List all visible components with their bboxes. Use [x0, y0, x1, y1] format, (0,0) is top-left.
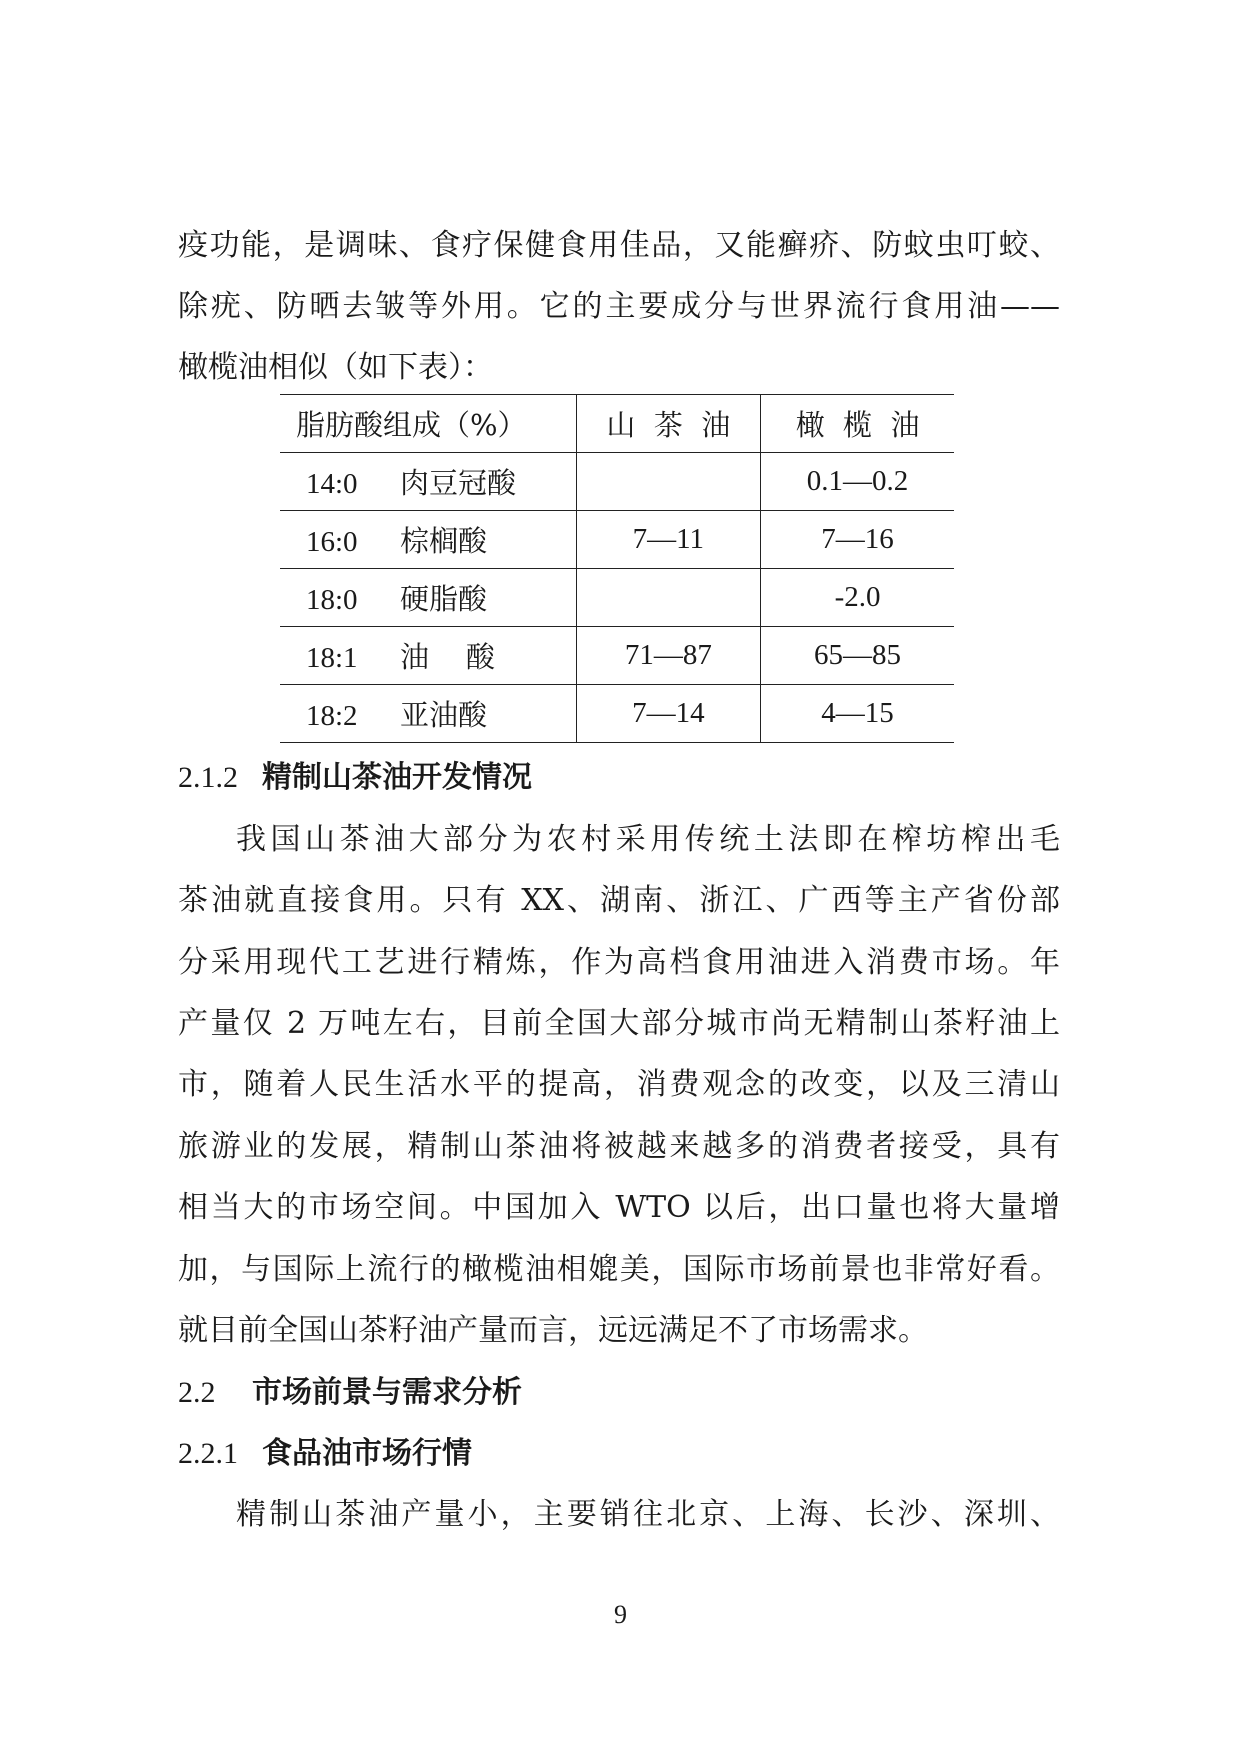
paragraph-line: 相当大的市场空间。中国加入 WTO 以后，出口量也将大量增 — [178, 1190, 1060, 1225]
camellia-value: 7—14 — [576, 685, 760, 743]
page-number: 9 — [614, 1600, 627, 1629]
table-row — [280, 453, 954, 511]
camellia-value: 71—87 — [576, 627, 760, 685]
olive-value: -2.0 — [761, 569, 954, 627]
header-camellia-oil: 山 茶 油 — [576, 395, 760, 453]
olive-value: 65—85 — [761, 627, 954, 685]
section-heading-2-2-1 — [178, 1434, 472, 1474]
header-olive-oil: 橄 榄 油 — [761, 395, 954, 453]
camellia-value — [576, 569, 760, 627]
section-heading-2-2 — [178, 1373, 522, 1413]
header-fatty-acid: 脂肪酸组成（%） — [280, 395, 576, 453]
table-row — [280, 685, 954, 743]
paragraph-line: 加，与国际上流行的橄榄油相媲美，国际市场前景也非常好看。 — [178, 1252, 1060, 1287]
table-row — [280, 511, 954, 569]
paragraph-line: 产量仅 2 万吨左右，目前全国大部分城市尚无精制山茶籽油上 — [178, 1006, 1060, 1041]
section-heading-2-1-2 — [178, 758, 532, 798]
table-header-row — [280, 395, 954, 453]
intro-line-1: 疫功能，是调味、食疗保健食用佳品，又能癣疥、防蚊虫叮蛟、 — [178, 228, 1060, 263]
olive-value: 4—15 — [761, 685, 954, 743]
section-number: 2.2 — [178, 1376, 216, 1409]
paragraph-line: 茶油就直接食用。只有 XX、湖南、浙江、广西等主产省份部 — [178, 883, 1060, 918]
table-row — [280, 569, 954, 627]
acid-name: 油 酸 — [400, 640, 495, 674]
paragraph-line: 旅游业的发展，精制山茶油将被越来越多的消费者接受，具有 — [178, 1129, 1060, 1164]
fatty-acid-table — [280, 394, 954, 743]
acid-code: 16:0 — [306, 526, 358, 558]
olive-value: 7—16 — [761, 511, 954, 569]
table-row — [280, 627, 954, 685]
olive-value: 0.1—0.2 — [761, 453, 954, 511]
section-title: 食品油市场行情 — [262, 1436, 472, 1471]
acid-code: 18:1 — [306, 642, 358, 674]
camellia-value — [576, 453, 760, 511]
section-number: 2.2.1 — [178, 1437, 238, 1470]
acid-name: 亚油酸 — [400, 698, 488, 732]
section-title: 市场前景与需求分析 — [252, 1375, 522, 1410]
camellia-value: 7—11 — [576, 511, 760, 569]
acid-name: 肉豆冠酸 — [400, 466, 517, 500]
acid-code: 18:0 — [306, 584, 358, 616]
intro-line-2: 除疣、防晒去皱等外用。它的主要成分与世界流行食用油—— — [178, 289, 1060, 324]
paragraph-line: 精制山茶油产量小，主要销往北京、上海、长沙、深圳、 — [236, 1497, 1060, 1532]
paragraph-line: 市，随着人民生活水平的提高，消费观念的改变，以及三清山 — [178, 1067, 1060, 1102]
intro-line-3: 橄榄油相似（如下表）： — [178, 350, 493, 385]
acid-code: 14:0 — [306, 468, 358, 500]
acid-name: 棕榈酸 — [400, 524, 488, 558]
paragraph-line: 分采用现代工艺进行精炼，作为高档食用油进入消费市场。年 — [178, 945, 1060, 980]
section-number: 2.1.2 — [178, 761, 238, 794]
paragraph-line: 我国山茶油大部分为农村采用传统土法即在榨坊榨出毛 — [236, 822, 1060, 857]
acid-name: 硬脂酸 — [400, 582, 488, 616]
paragraph-line: 就目前全国山茶籽油产量而言，远远满足不了市场需求。 — [178, 1313, 928, 1348]
acid-code: 18:2 — [306, 700, 358, 732]
section-title: 精制山茶油开发情况 — [262, 760, 532, 795]
